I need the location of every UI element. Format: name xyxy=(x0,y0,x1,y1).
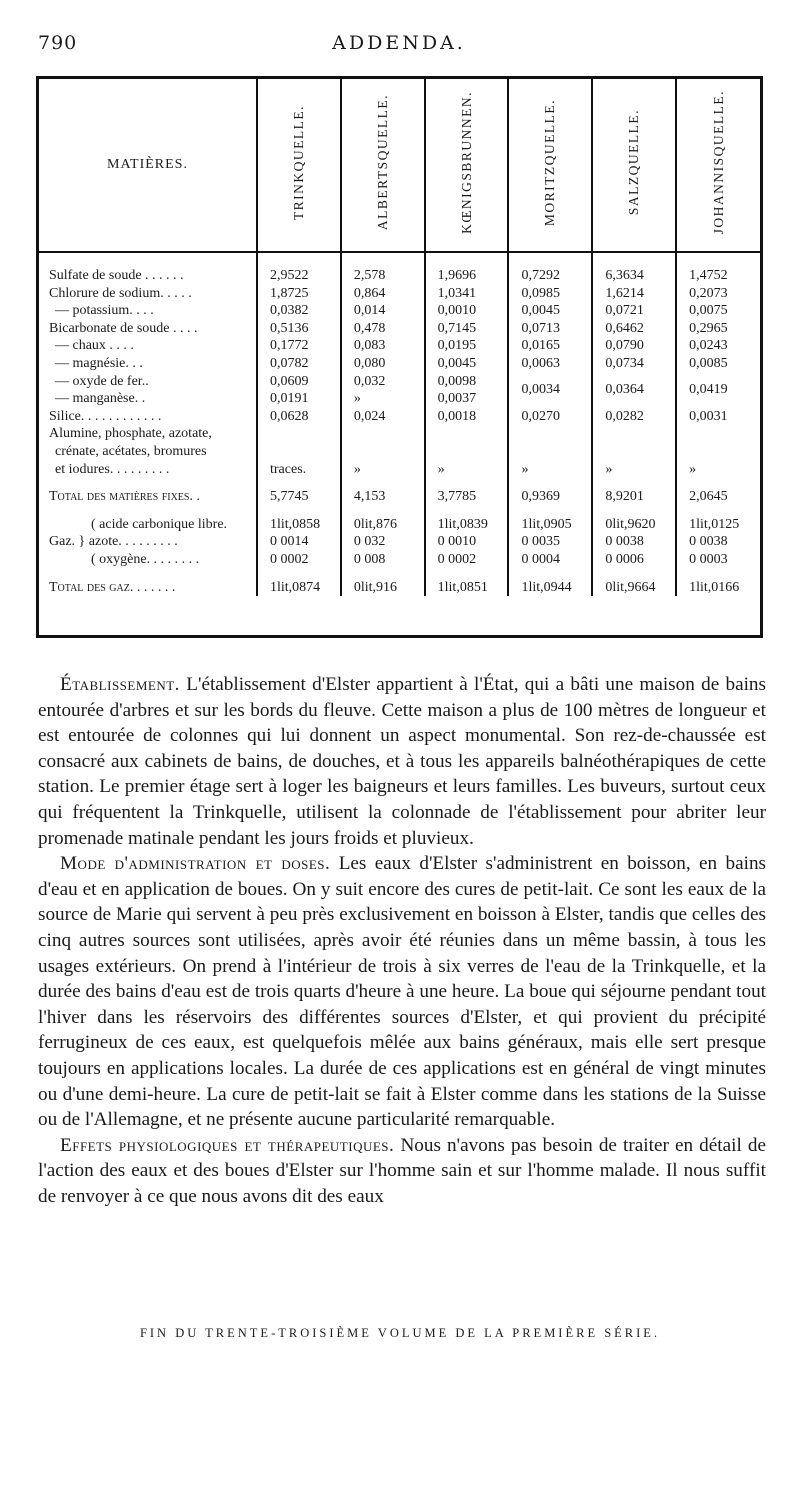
row-label: ( acide carbonique libre. xyxy=(91,516,228,532)
page-header xyxy=(38,32,760,56)
row-label: — potassium. . . . xyxy=(55,303,154,319)
table-row: — manganèse. . 0,0191 » 0,0037 xyxy=(39,390,760,408)
end-of-volume-note: FIN DU TRENTE-TROISIÈME VOLUME DE LA PREMIÈRE SÉRIE. xyxy=(139,1326,661,1340)
row-label: — chaux . . . . xyxy=(55,338,134,354)
row-label: Alumine, phosphate, azotate, xyxy=(49,426,212,442)
row-label: — oxyde de fer.. xyxy=(55,373,149,389)
column-header-source: ALBERTSQUELLE. xyxy=(341,79,425,252)
row-label: Sulfate de soude . . . . . . xyxy=(49,268,184,283)
row-label: Total des gaz. . . . . . . xyxy=(49,579,176,595)
merged-iron-manganese-value: 0,0419 xyxy=(676,373,760,408)
row-label: ( oxygène. . . . . . . . xyxy=(91,551,200,567)
table-row: Bicarbonate de soude . . . . 0,5136 0,478 0,7145 0,0713 0,6462 0,2965 xyxy=(39,320,760,338)
table-row xyxy=(39,443,760,461)
column-header-matieres: MATIÈRES. xyxy=(39,79,257,252)
column-header-source: KŒNIGSBRUNNEN. xyxy=(425,79,509,252)
paragraph-mode-administration: Mode d'administration et doses. Les eaux d'Elster s'administrent en boisson, en bains d'eau et en application de boues. On y suit encore des cures de petit-lait. Ce sont les eaux de la source de Marie qui servent à peu près exclusivement en boisson à Elster, tandis que celles des cinq autres sources sont utilisées, après avoir été réunies dans un même bassin, à tous les usages extérieurs. On prend à l'intérieur de trois à six verres de l'eau de la Trinkquelle, et la durée des bains d'eau est de trois quarts d'heure à une heure. La boue qui séjourne pendant tout l'hiver dans les réservoirs des différentes sources d'Elster, et qui provient du précipité ferrugineux de ces eaux, est quelquefois mêlée aux bains généraux, mais elle sert presque toujours en applications locales. La durée de ces applications est en général de vingt minutes ou d'une demi-heure. La cure de petit-lait se fait à Elster comme dans les stations de la Suisse ou de l'Allemagne, et ne présente aucune particularité remarquable. xyxy=(38,853,767,1131)
paragraph-heading: Effets physiologiques et thérapeutiques. xyxy=(60,1134,395,1156)
table-row: ( oxygène. . . . . . . . 0 0002 0 008 0 0002 0 0004 0 0006 0 0003 xyxy=(39,551,760,569)
merged-iron-manganese-value: 0,0034 xyxy=(508,373,592,408)
row-label: crénate, acétates, bromures xyxy=(55,443,207,459)
paragraph-etablissement: Établissement. L'établissement d'Elster appartient à l'État, qui a bâti une maison de bains entourée d'arbres et sur les bords du fleuve. Cette maison a plus de 100 mètres de longueur et est entourée de colonnes qui lui donnent un aspect monumental. Son rez-de-chaussée est consacré aux cabinets de bains, de douches, et à tous les appareils balnéothérapiques de cette station. Le premier étage sert à loger les baigneurs et leurs familles. Les buveurs, surtout ceux qui fréquentent la Trinkquelle, utilisent la colonnade de l'établissement pour abriter leur promenade matinale pendant les jours froids et pluvieux. xyxy=(38,674,766,849)
table-row: ( acide carbonique libre. 1lit,0858 0lit,876 1lit,0839 1lit,0905 0lit,9620 1lit,0125 xyxy=(39,516,760,534)
table-row: — oxyde de fer.. 0,0609 0,032 0,0098 0,0034 0,0364 0,0419 xyxy=(39,373,760,391)
table-row: — magnésie. . . 0,0782 0,080 0,0045 0,0063 0,0734 0,0085 xyxy=(39,355,760,373)
row-label: — manganèse. . xyxy=(55,391,146,407)
column-header-source: TRINKQUELLE. xyxy=(257,79,341,252)
column-header-source: SALZQUELLE. xyxy=(592,79,676,252)
table-row: — potassium. . . . 0,0382 0,014 0,0010 0,0045 0,0721 0,0075 xyxy=(39,302,760,320)
table-row xyxy=(39,425,760,443)
table-row: et iodures. . . . . . . . . traces. » » » » » xyxy=(39,461,760,479)
body-text xyxy=(38,672,766,1209)
merged-iron-manganese-value: 0,0364 xyxy=(592,373,676,408)
row-label: Silice. . . . . . . . . . . . xyxy=(49,408,162,424)
column-header-source: MORITZQUELLE. xyxy=(508,79,592,252)
table-row: Silice. . . . . . . . . . . . 0,0628 0,024 0,0018 0,0270 0,0282 0,0031 xyxy=(39,408,760,426)
table-header-row xyxy=(39,79,760,252)
paragraph-effets: Effets physiologiques et thérapeutiques. Nous n'avons pas besoin de traiter en détail de l'action des eaux et des boues d'Elster sur l'homme sain et sur l'homme malade. Il nous suffit de renvoyer à ce que nous avons dit des eaux xyxy=(38,1134,766,1207)
row-label: et iodures. . . . . . . . . xyxy=(55,461,170,477)
row-label: Bicarbonate de soude . . . . xyxy=(49,320,198,336)
total-fixed-row: Total des matières fixes. . 5,7745 4,153 3,7785 0,9369 8,9201 2,0645 xyxy=(39,488,760,506)
table-row: Sulfate de soude . . . . . . 2,9522 2,578 1,9696 0,7292 6,3634 1,4752 xyxy=(39,267,760,285)
row-label: — magnésie. . . xyxy=(55,355,143,371)
row-label: Total des matières fixes. . xyxy=(49,489,200,505)
running-title: ADDENDA. xyxy=(332,32,466,54)
paragraph-heading: Mode d'administration et doses. xyxy=(60,853,331,875)
table-row: Gaz. } azote. . . . . . . . . 0 0014 0 032 0 0010 0 0035 0 0038 0 0038 xyxy=(39,533,760,551)
gas-prefix: Gaz. xyxy=(49,534,76,550)
table-row: Chlorure de sodium. . . . . 1,8725 0,864 1,0341 0,0985 1,6214 0,2073 xyxy=(39,285,760,303)
column-header-source: JOHANNISQUELLE. xyxy=(676,79,760,252)
total-gas-row: Total des gaz. . . . . . . 1lit,0874 0lit,916 1lit,0851 1lit,0944 0lit,9664 1lit,0166 xyxy=(39,579,760,597)
page-number: 790 xyxy=(38,32,78,54)
table-row: — chaux . . . . 0,1772 0,083 0,0195 0,0165 0,0790 0,0243 xyxy=(39,337,760,355)
row-label: Chlorure de sodium. . . . . xyxy=(49,285,192,301)
paragraph-heading: Établissement. xyxy=(60,674,180,695)
mineral-composition-table xyxy=(36,76,763,638)
row-label: Gaz. } azote. . . . . . . . . xyxy=(49,534,178,550)
